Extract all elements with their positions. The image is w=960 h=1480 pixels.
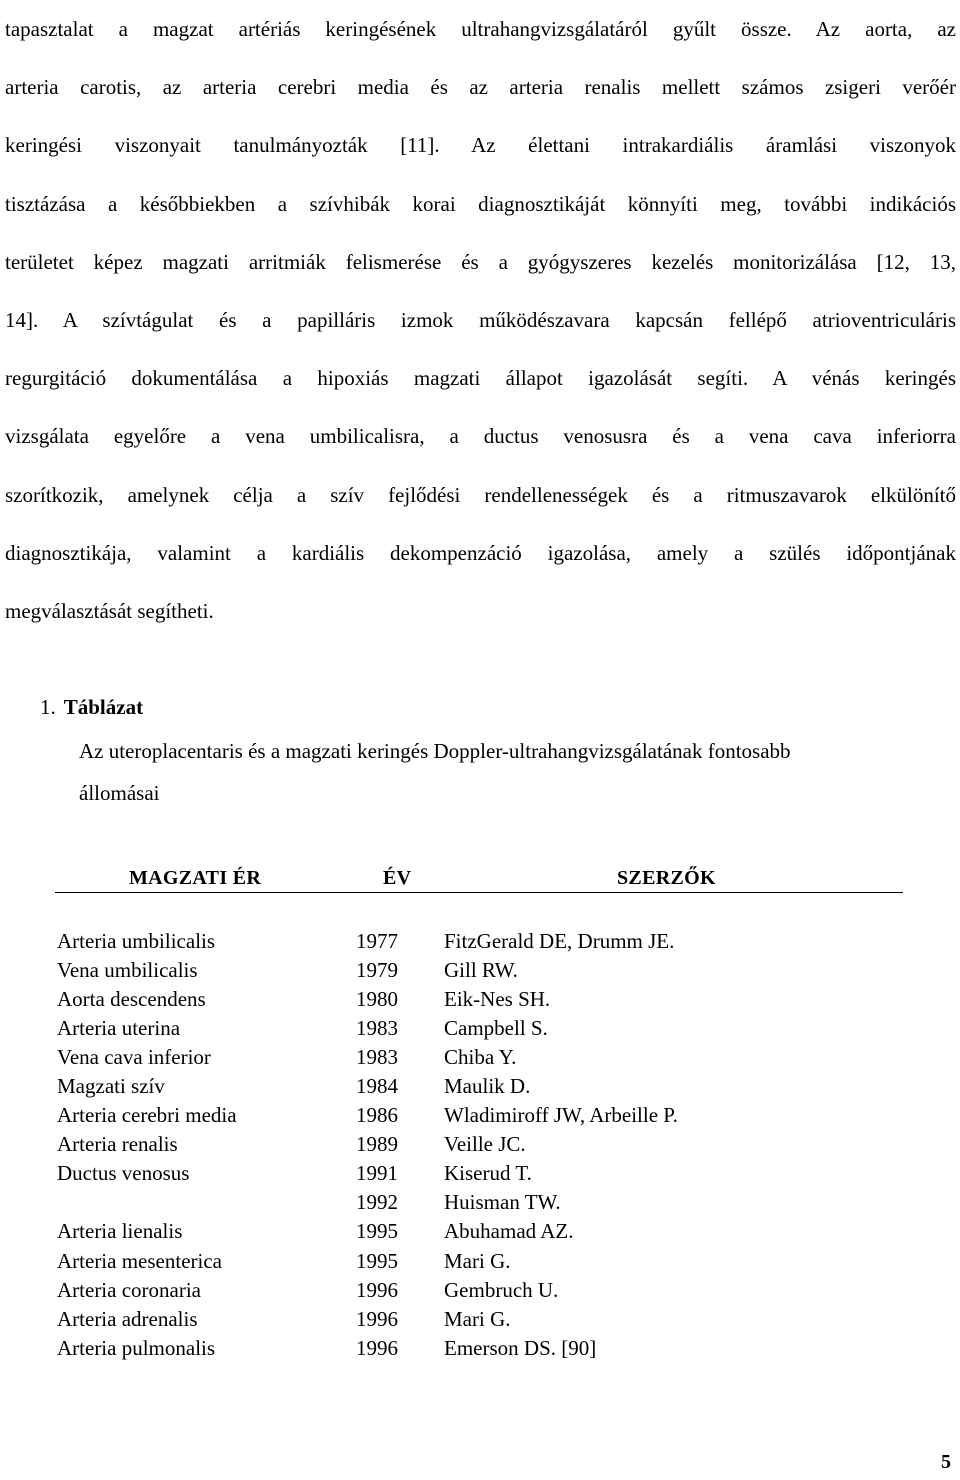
cell-year: 1983 [356, 1016, 398, 1041]
paragraph-line: tapasztalat a magzat artériás keringésének ultrahangvizsgálatáról gyűlt össze. Az aorta, az [5, 17, 956, 41]
table-row [57, 1130, 897, 1159]
table-caption-title [40, 687, 143, 727]
cell-vessel: Arteria umbilicalis [57, 929, 216, 953]
table-row [57, 1072, 897, 1101]
cell-authors: Huisman TW. [444, 1190, 561, 1215]
paragraph-line: regurgitáció dokumentálása a hipoxiás magzati állapot igazolását segíti. A vénás keringés [5, 366, 956, 391]
cell-year: 1986 [356, 1103, 398, 1128]
cell-year: 1996 [356, 1335, 398, 1360]
cell-authors: Gill RW. [444, 958, 518, 983]
cell-vessel: Arteria adrenalis [57, 1306, 198, 1331]
cell-vessel: Arteria mesenterica [57, 1248, 222, 1273]
cell-vessel: Arteria lienalis [57, 1219, 183, 1244]
paragraph-line: vizsgálata egyelőre a vena umbilicalisra, a ductus venosusra és a vena cava inferiorra [5, 424, 956, 449]
cell-year: 1992 [356, 1190, 398, 1215]
paragraph-line: területet képez magzati arritmiák felismerése és a gyógyszeres kezelés monitorizálása [12, 13, [5, 249, 956, 274]
header-authors: SZERZŐK [617, 867, 716, 889]
cell-authors: Emerson DS. [90] [444, 1335, 597, 1360]
cell-year: 1995 [356, 1248, 398, 1273]
table-body [57, 927, 897, 1363]
cell-year: 1984 [356, 1074, 398, 1099]
paragraph-line: keringési viszonyait tanulmányozták [11]. Az élettani intrakardiális áramlási viszonyok [5, 133, 956, 158]
cell-vessel: Arteria cerebri media [57, 1103, 237, 1128]
page-number: 5 [941, 1451, 951, 1473]
table-row [57, 1247, 897, 1276]
cell-vessel: Aorta descendens [57, 987, 206, 1012]
table-header [55, 860, 903, 893]
cell-vessel: Arteria uterina [57, 1016, 181, 1041]
header-year: ÉV [383, 867, 412, 889]
table-row [57, 1305, 897, 1334]
table-row [57, 1334, 897, 1363]
cell-authors: FitzGerald DE, Drumm JE. [444, 929, 675, 953]
body-paragraph [5, 0, 956, 640]
cell-vessel: Magzati szív [57, 1074, 165, 1099]
paragraph-line: tisztázása a későbbiekben a szívhibák korai diagnosztikáját könnyíti meg, további indikációs [5, 191, 956, 216]
table-row [57, 1101, 897, 1130]
table-row [57, 1217, 897, 1246]
table-number: 1. [40, 695, 56, 719]
table-label: Táblázat [63, 695, 144, 719]
cell-authors: Eik-Nes SH. [444, 987, 551, 1012]
cell-authors: Chiba Y. [444, 1045, 517, 1070]
table-row [57, 927, 897, 956]
cell-authors: Wladimiroff JW, Arbeille P. [444, 1103, 678, 1128]
cell-vessel: Ductus venosus [57, 1161, 190, 1186]
table-description-line: állomásai [79, 781, 160, 805]
table-description [79, 730, 959, 814]
cell-vessel: Vena cava inferior [57, 1045, 211, 1070]
cell-vessel: Arteria coronaria [57, 1277, 201, 1302]
cell-year: 1995 [356, 1219, 398, 1244]
cell-year: 1996 [356, 1277, 398, 1302]
cell-authors: Kiserud T. [444, 1161, 532, 1186]
table-row [57, 956, 897, 985]
cell-authors: Mari G. [444, 1306, 511, 1331]
cell-vessel: Arteria pulmonalis [57, 1335, 216, 1360]
header-vessel: MAGZATI ÉR [129, 867, 262, 889]
cell-year: 1996 [356, 1306, 398, 1331]
paragraph-line: megválasztását segítheti. [5, 598, 214, 623]
cell-authors: Maulik D. [444, 1074, 531, 1099]
table-description-line: Az uteroplacentaris és a magzati keringés Doppler-ultrahangvizsgálatának fontosabb [79, 739, 791, 763]
cell-year: 1979 [356, 958, 398, 983]
paragraph-line: diagnosztikája, valamint a kardiális dekompenzáció igazolása, amely a szülés időpontjának [5, 540, 956, 565]
table-row [57, 1043, 897, 1072]
cell-authors: Campbell S. [444, 1016, 548, 1041]
cell-year: 1977 [356, 929, 398, 953]
table-row [57, 1276, 897, 1305]
cell-vessel: Vena umbilicalis [57, 958, 198, 983]
table-row [57, 985, 897, 1014]
table-row [57, 1014, 897, 1043]
table-row [57, 1188, 897, 1217]
cell-authors: Gembruch U. [444, 1277, 559, 1302]
cell-authors: Veille JC. [444, 1132, 526, 1157]
cell-vessel: Arteria renalis [57, 1132, 178, 1157]
cell-year: 1991 [356, 1161, 398, 1186]
cell-authors: Abuhamad AZ. [444, 1219, 574, 1244]
cell-year: 1980 [356, 987, 398, 1012]
table-row [57, 1159, 897, 1188]
cell-year: 1983 [356, 1045, 398, 1070]
cell-year: 1989 [356, 1132, 398, 1157]
paragraph-line: szorítkozik, amelynek célja a szív fejlődési rendellenességek és a ritmuszavarok elkülönítő [5, 482, 956, 507]
cell-authors: Mari G. [444, 1248, 511, 1273]
paragraph-line: 14]. A szívtágulat és a papilláris izmok működészavara kapcsán fellépő atrioventriculáris [5, 307, 956, 332]
paragraph-line: arteria carotis, az arteria cerebri media és az arteria renalis mellett számos zsigeri verőér [5, 75, 956, 100]
